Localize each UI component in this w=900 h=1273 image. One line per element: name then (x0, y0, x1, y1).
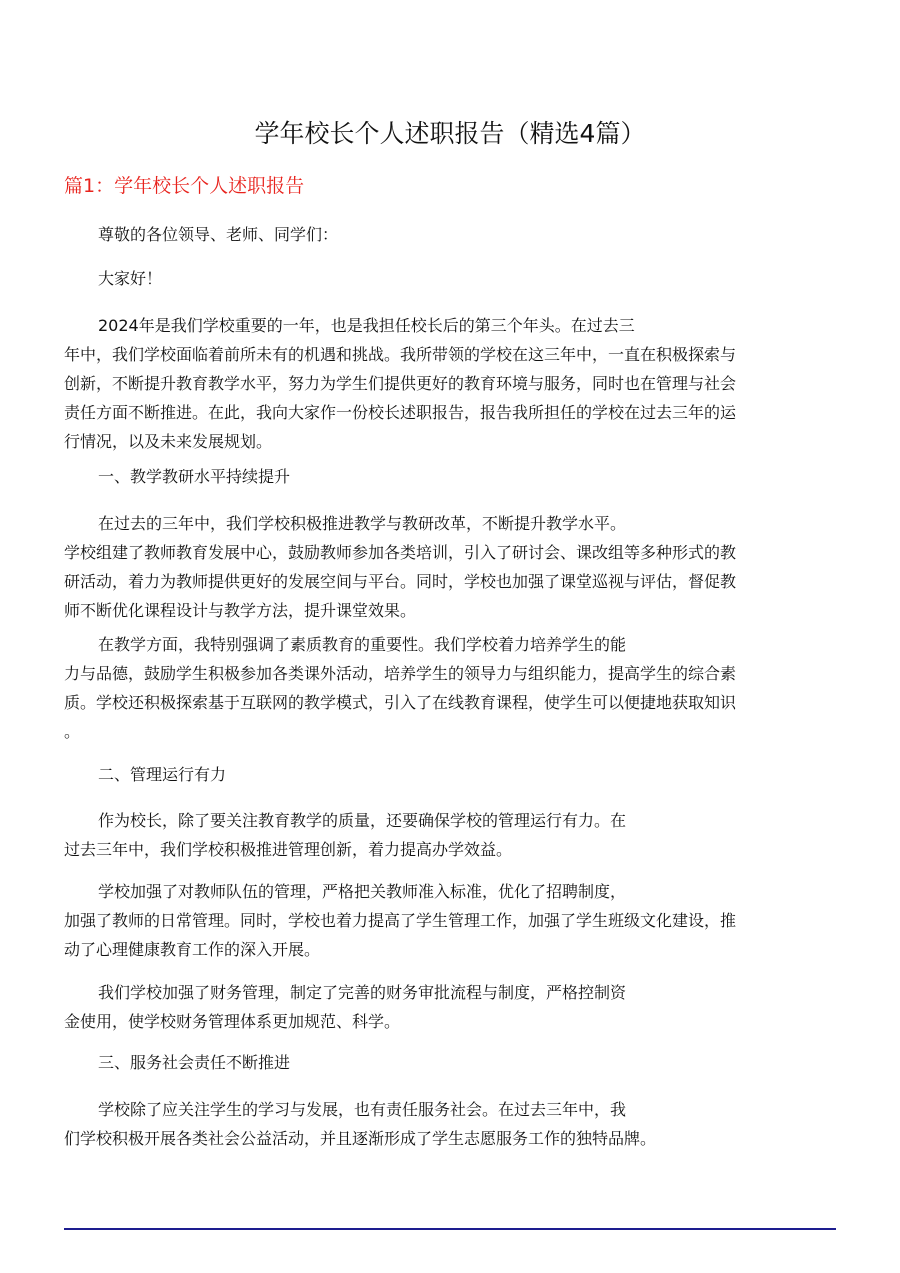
paragraph-line: 在过去的三年中，我们学校积极推进教学与教研改革，不断提升教学水平。 (98, 514, 627, 533)
paragraph-line: 过去三年中，我们学校积极推进管理创新，着力提高办学效益。 (64, 840, 513, 859)
heading-social-responsibility: 三、服务社会责任不断推进 (98, 1053, 291, 1072)
greeting-paragraph (64, 264, 840, 293)
teaching-paragraph-1 (64, 509, 840, 625)
teaching-paragraph-2 (64, 630, 840, 746)
intro-paragraph (64, 311, 840, 456)
paragraph-line: 大家好！ (98, 269, 163, 288)
paragraph-line: 学校加强了对教师队伍的管理，严格把关教师准入标准，优化了招聘制度， (98, 882, 627, 901)
heading-management: 二、管理运行有力 (98, 765, 227, 784)
paragraph-line: 质。学校还积极探索基于互联网的教学模式，引入了在线教育课程，使学生可以便捷地获取知识 (64, 693, 737, 712)
paragraph-line: 2024年是我们学校重要的一年，也是我担任校长后的第三个年头。在过去三 (98, 316, 635, 335)
paragraph-line: 动了心理健康教育工作的深入开展。 (64, 940, 321, 959)
social-paragraph-1 (64, 1095, 840, 1153)
paragraph-line: 们学校积极开展各类社会公益活动，并且逐渐形成了学生志愿服务工作的独特品牌。 (64, 1129, 657, 1148)
paragraph-line: 责任方面不断推进。在此，我向大家作一份校长述职报告，报告我所担任的学校在过去三年的运 (64, 403, 737, 422)
paragraph-line: 创新，不断提升教育教学水平，努力为学生们提供更好的教育环境与服务，同时也在管理与社会 (64, 374, 737, 393)
paragraph-line: 力与品德，鼓励学生积极参加各类课外活动，培养学生的领导力与组织能力，提高学生的综合素 (64, 664, 737, 683)
paragraph-line: 学校组建了教师教育发展中心，鼓励教师参加各类培训，引入了研讨会、课改组等多种形式的教 (64, 543, 737, 562)
paragraph-line: 师不断优化课程设计与教学方法，提升课堂效果。 (64, 601, 417, 620)
paragraph-line: 作为校长，除了要关注教育教学的质量，还要确保学校的管理运行有力。在 (98, 811, 627, 830)
paragraph-line: 尊敬的各位领导、老师、同学们： (98, 225, 339, 244)
paragraph-line: 。 (64, 722, 81, 741)
paragraph-line: 在教学方面，我特别强调了素质教育的重要性。我们学校着力培养学生的能 (98, 635, 627, 654)
footer-divider (64, 1228, 836, 1230)
management-paragraph-1 (64, 806, 840, 864)
management-paragraph-2 (64, 877, 840, 964)
paragraph-line: 研活动，着力为教师提供更好的发展空间与平台。同时，学校也加强了课堂巡视与评估，督促教 (64, 572, 737, 591)
paragraph-line: 年中，我们学校面临着前所未有的机遇和挑战。我所带领的学校在这三年中，一直在积极探索与 (64, 345, 737, 364)
salutation-paragraph (64, 220, 840, 249)
document-title: 学年校长个人述职报告（精选4篇） (254, 119, 646, 148)
heading-teaching-research: 一、教学教研水平持续提升 (98, 467, 291, 486)
paragraph-line: 学校除了应关注学生的学习与发展，也有责任服务社会。在过去三年中，我 (98, 1100, 627, 1119)
paragraph-line: 我们学校加强了财务管理，制定了完善的财务审批流程与制度，严格控制资 (98, 983, 627, 1002)
management-paragraph-3 (64, 978, 840, 1036)
paragraph-line: 金使用，使学校财务管理体系更加规范、科学。 (64, 1012, 401, 1031)
section-title: 篇1：学年校长个人述职报告 (64, 175, 305, 197)
paragraph-line: 行情况，以及未来发展规划。 (64, 432, 273, 451)
paragraph-line: 加强了教师的日常管理。同时，学校也着力提高了学生管理工作，加强了学生班级文化建设，推 (64, 911, 737, 930)
